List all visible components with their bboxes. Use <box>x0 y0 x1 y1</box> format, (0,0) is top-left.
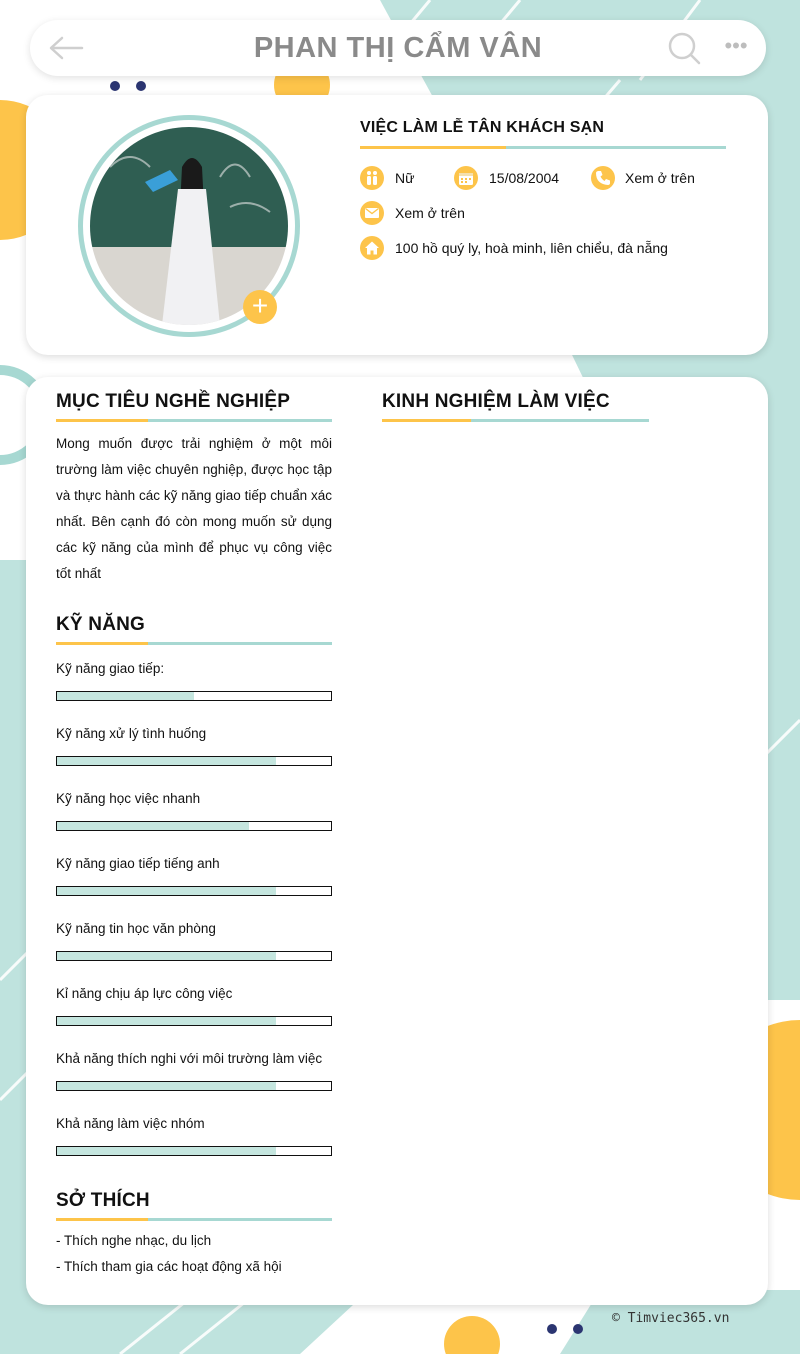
phone-icon <box>591 166 615 190</box>
skills-underline <box>56 642 332 645</box>
skill-bar-fill <box>57 887 276 895</box>
gender-icon <box>360 166 384 190</box>
skill-bar-fill <box>57 692 194 700</box>
skill-bar <box>56 1016 332 1026</box>
phone-value: Xem ở trên <box>625 170 695 186</box>
objective-underline <box>56 419 332 422</box>
skill-bar-fill <box>57 952 276 960</box>
skill-bar <box>56 1146 332 1156</box>
search-icon[interactable] <box>666 30 702 66</box>
hobby-item: - Thích tham gia các hoạt động xã hội <box>56 1259 282 1274</box>
skill-bar-fill <box>57 1082 276 1090</box>
skill-bar-fill <box>57 757 276 765</box>
more-horizontal-icon[interactable]: ••• <box>724 33 748 58</box>
add-photo-button[interactable]: + <box>243 290 277 324</box>
skill-label: Kỹ năng tin học văn phòng <box>56 921 216 936</box>
top-bar <box>30 20 766 76</box>
skill-bar <box>56 951 332 961</box>
skill-label: Khả năng làm việc nhóm <box>56 1116 205 1131</box>
skill-label: Kỹ năng giao tiếp tiếng anh <box>56 856 220 871</box>
skill-label: Kỹ năng xử lý tình huống <box>56 726 207 741</box>
calendar-icon <box>454 166 478 190</box>
copyright-text: © Timviec365.vn <box>612 1311 730 1326</box>
skill-label: Kỉ năng chịu áp lực công việc <box>56 986 233 1001</box>
job-title-underline <box>360 146 726 149</box>
skill-bar <box>56 886 332 896</box>
skill-label: Khả năng thích nghi với môi trường làm việc <box>56 1051 323 1066</box>
skill-bar <box>56 756 332 766</box>
skill-label: Kỹ năng học việc nhanh <box>56 791 201 806</box>
skill-bar <box>56 691 332 701</box>
objective-text: Mong muốn được trải nghiệm ở một môi trường làm việc chuyên nghiệp, được học tập và thực hành các kỹ năng giao tiếp chuẩn xác nhất. Bên cạnh đó còn mong muốn sử dụng các kỹ năng của mình để phục vụ công việc tốt nhất <box>56 436 332 581</box>
skill-bar <box>56 821 332 831</box>
home-icon <box>360 236 384 260</box>
email-value: Xem ở trên <box>395 205 465 221</box>
gender-value: Nữ <box>395 170 415 186</box>
experience-underline <box>382 419 649 422</box>
skill-bar-fill <box>57 1147 276 1155</box>
skill-bar <box>56 1081 332 1091</box>
profile-card <box>26 95 768 355</box>
skill-label: Kỹ năng giao tiếp: <box>56 661 165 676</box>
hobby-item: - Thích nghe nhạc, du lịch <box>56 1233 212 1248</box>
job-title: VIỆC LÀM LỄ TÂN KHÁCH SẠN <box>360 119 605 136</box>
skill-bar-fill <box>57 822 249 830</box>
birthdate-value: 15/08/2004 <box>489 170 560 186</box>
hobbies-title: SỞ THÍCH <box>56 1190 150 1211</box>
skills-title: KỸ NĂNG <box>56 614 146 635</box>
experience-title: KINH NGHIỆM LÀM VIỆC <box>382 391 610 412</box>
objective-title: MỤC TIÊU NGHỀ NGHIỆP <box>56 391 291 412</box>
content-card <box>26 377 768 1305</box>
candidate-name: PHAN THỊ CẨM VÂN <box>253 32 543 64</box>
skill-bar-fill <box>57 1017 276 1025</box>
address-value: 100 hồ quý ly, hoà minh, liên chiểu, đà nẵng <box>395 240 668 256</box>
hobbies-underline <box>56 1218 332 1221</box>
email-icon <box>360 201 384 225</box>
